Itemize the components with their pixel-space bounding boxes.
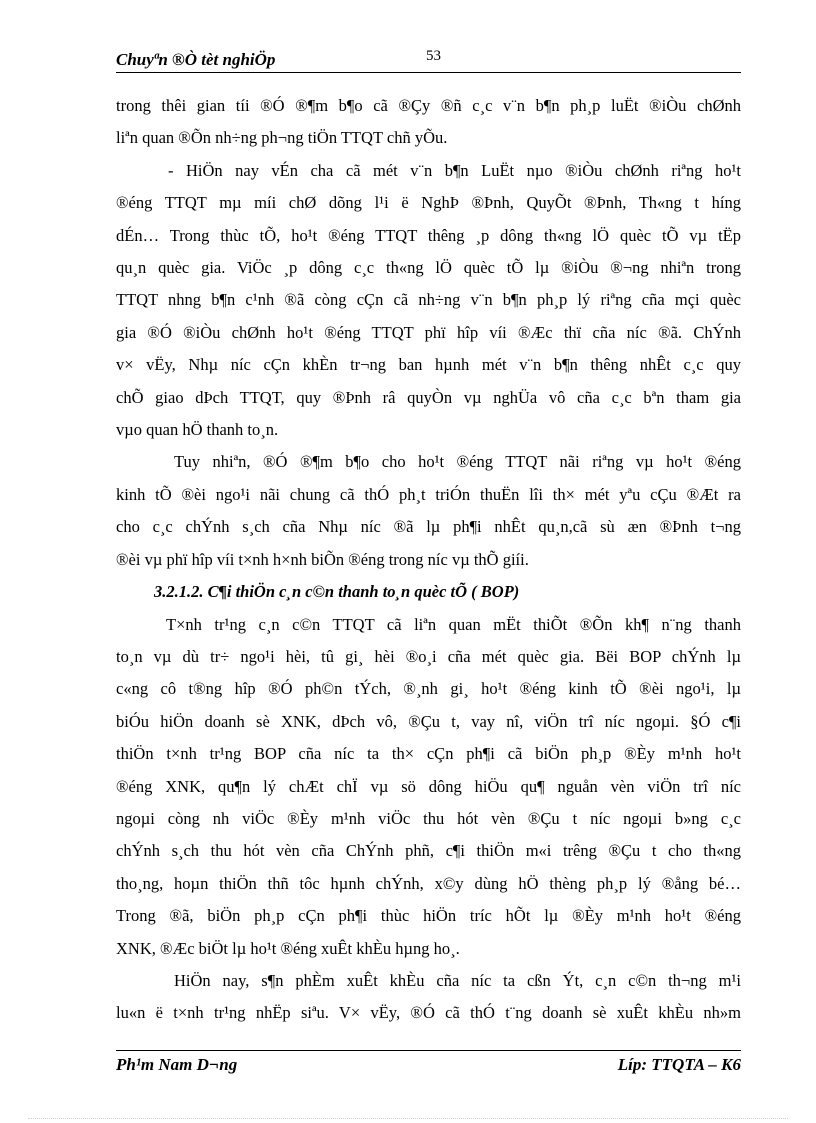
body-line: ®éng TTQT mµ míi chØ dõng l¹i ë NghÞ ®Þnh, QuyÕt ®Þnh, Th«ng t híng	[116, 193, 741, 213]
footer-rule	[116, 1050, 741, 1051]
body-line: gia ®Ó ®iÒu chØnh ho¹t ®éng TTQT phï hîp víi ®Æc thï cña níc ®ã. ChÝnh	[116, 322, 741, 342]
body-line: tho¸ng, hoµn thiÖn thñ tôc hµnh chÝnh, x©y dùng hÖ thèng ph¸p lý ®ång bé…	[116, 873, 741, 893]
body-line: HiÖn nay, s¶n phÈm xuÊt khÈu cña níc ta cßn Ýt, c¸n c©n th¬ng m¹i	[174, 970, 741, 990]
body-line: v× vËy, Nhµ níc cÇn khÈn tr¬ng ban hµnh mét v¨n b¶n thêng nhÊt c¸c quy	[116, 355, 741, 375]
body-line: trong thêi gian tíi ®Ó ®¶m b¶o cã ®Çy ®ñ c¸c v¨n b¶n ph¸p luËt ®iÒu chØnh	[116, 96, 741, 115]
body-line: lu«n ë t×nh tr¹ng nhËp siªu. V× vËy, ®Ó cã thÓ t¨ng doanh sè xuÊt khÈu nh»m	[116, 1003, 741, 1023]
header-title: Chuyªn ®Ò tèt nghiÖp	[116, 50, 276, 69]
page-number: 53	[426, 48, 441, 64]
body-line: ®èi vµ phï hîp víi t×nh h×nh biÕn ®éng trong níc vµ thÕ giíi.	[116, 549, 529, 569]
document-body	[116, 90, 741, 1030]
footer-author: Ph¹m Nam D¬ng	[116, 1055, 238, 1074]
body-line: TTQT nhng b¶n c¹nh ®ã còng cÇn cã nh÷ng v¨n b¶n ph¸p lý riªng cña mçi quèc	[116, 290, 741, 310]
page-edge-divider	[28, 1118, 788, 1119]
body-line: c«ng cô t®ng hîp ®Ó ph©n tÝch, ®¸nh gi¸ ho¹t ®éng kinh tÕ ®èi ngo¹i, lµ	[116, 679, 741, 699]
body-line: XNK, ®Æc biÖt lµ ho¹t ®éng xuÊt khÈu hµng ho¸.	[116, 938, 460, 958]
body-line: vµo quan hÖ thanh to¸n.	[116, 420, 279, 440]
body-line: cho c¸c chÝnh s¸ch cña Nhµ níc ®ã lµ ph¶i nhÊt qu¸n,cã sù æn ®Þnh t¬ng	[116, 517, 741, 537]
body-line: liªn quan ®Õn nh÷ng ph¬ng tiÖn TTQT chñ yÕu.	[116, 128, 448, 148]
body-line: T×nh tr¹ng c¸n c©n TTQT cã liªn quan mËt thiÕt ®Õn kh¶ n¨ng thanh	[166, 614, 741, 634]
body-line: biÓu hiÖn doanh sè XNK, dÞch vô, ®Çu t, vay nî, viÖn trî níc ngoµi. §Ó c¶i	[116, 711, 741, 731]
body-line: qu¸n quèc gia. ViÖc ¸p dông c¸c th«ng lÖ quèc tÕ lµ ®iÒu ®¬ng nhiªn trong	[116, 258, 741, 278]
page-header	[116, 46, 741, 72]
body-line: ngoµi còng nh viÖc ®Èy m¹nh viÖc thu hót vèn ®Çu t níc ngoµi b»ng c¸c	[116, 808, 741, 828]
body-line: Trong ®ã, biÖn ph¸p cÇn ph¶i thùc hiÖn tríc hÕt lµ ®Èy m¹nh ho¹t ®éng	[116, 906, 741, 926]
footer-class: Líp: TTQTA – K6	[617, 1055, 741, 1074]
section-heading: 3.2.1.2. C¶i thiÖn c¸n c©n thanh to¸n quèc tÕ ( BOP)	[154, 582, 520, 602]
body-line: Tuy nhiªn, ®Ó ®¶m b¶o cho ho¹t ®éng TTQT nãi riªng vµ ho¹t ®éng	[174, 452, 741, 472]
body-line: - HiÖn nay vÉn cha cã mét v¨n b¶n LuËt nµo ®iÒu chØnh riªng ho¹t	[168, 160, 741, 180]
body-line: dÉn… Trong thùc tÕ, ho¹t ®éng TTQT thêng ¸p dông th«ng lÖ quèc tÕ vµ tËp	[116, 225, 741, 245]
body-line: kinh tÕ ®èi ngo¹i nãi chung cã thÓ ph¸t triÓn thuËn lîi th× mét yªu cÇu ®Æt ra	[116, 484, 741, 504]
body-line: chÝnh s¸ch thu hót vèn cña ChÝnh phñ, c¶i thiÖn m«i trêng ®Çu t cho th«ng	[116, 841, 741, 861]
body-line: thiÖn t×nh tr¹ng BOP cña níc ta th× cÇn ph¶i cã biÖn ph¸p ®Èy m¹nh ho¹t	[116, 744, 741, 764]
body-line: ®éng XNK, qu¶n lý chÆt chÏ vµ sö dông hiÖu qu¶ nguån vèn viÖn trî níc	[116, 776, 741, 796]
body-line: to¸n vµ dù tr÷ ngo¹i hèi, tû gi¸ hèi ®o¸i cña mét quèc gia. Bëi BOP chÝnh lµ	[116, 646, 741, 666]
body-line: chÕ giao dÞch TTQT, quy ®Þnh râ quyÒn vµ nghÜa vô cña c¸c bªn tham gia	[116, 387, 741, 407]
header-rule	[116, 72, 741, 73]
